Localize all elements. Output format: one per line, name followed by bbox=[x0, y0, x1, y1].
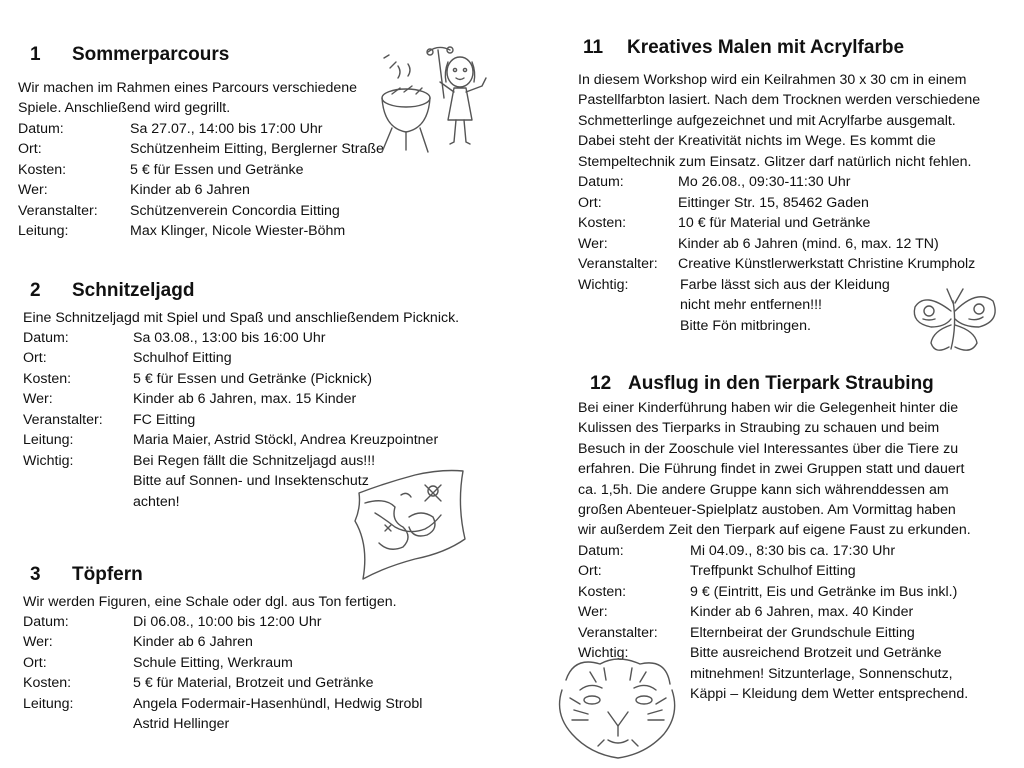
intro-line: Bei einer Kinderführung haben wir die Gelegenheit hinter die bbox=[578, 400, 959, 416]
detail-value: Schützenverein Concordia Eitting bbox=[130, 203, 340, 219]
detail-row bbox=[23, 632, 253, 652]
intro-line: Wir werden Figuren, eine Schale oder dgl. aus Ton fertigen. bbox=[23, 594, 397, 610]
detail-key: Ort: bbox=[18, 141, 42, 157]
detail-row bbox=[23, 389, 356, 409]
detail-key: Wer: bbox=[578, 604, 608, 620]
detail-row bbox=[18, 180, 250, 200]
detail-row bbox=[578, 193, 869, 213]
section-11-title: Kreatives Malen mit Acrylfarbe bbox=[627, 37, 905, 58]
detail-key: Kosten: bbox=[578, 215, 627, 231]
detail-value: Bei Regen fällt die Schnitzeljagd aus!!! bbox=[133, 453, 376, 469]
detail-row bbox=[578, 561, 856, 581]
detail-continuation: Bitte auf Sonnen- und Insektenschutz bbox=[133, 473, 369, 489]
detail-key: Veranstalter: bbox=[23, 412, 103, 428]
detail-key: Ort: bbox=[23, 655, 47, 671]
intro-line: Pastellfarbton lasiert. Nach dem Trocknen werden verschiedene bbox=[578, 92, 981, 109]
detail-key: Ort: bbox=[23, 350, 47, 366]
detail-row bbox=[578, 213, 870, 233]
detail-row bbox=[23, 369, 372, 389]
detail-key: Ort: bbox=[578, 563, 602, 579]
detail-key: Leitung: bbox=[23, 696, 74, 712]
detail-key: Wer: bbox=[23, 391, 53, 407]
detail-row bbox=[578, 234, 939, 254]
detail-continuation: Käppi – Kleidung dem Wetter entsprechend. bbox=[690, 686, 969, 702]
detail-key: Leitung: bbox=[18, 223, 69, 239]
detail-row bbox=[578, 254, 975, 274]
detail-value: Farbe lässt sich aus der Kleidung bbox=[680, 277, 890, 293]
intro-line: In diesem Workshop wird ein Keilrahmen 30 x 30 cm in einem bbox=[578, 72, 967, 88]
detail-value: Kinder ab 6 Jahren (mind. 6, max. 12 TN) bbox=[678, 236, 939, 252]
detail-value: Elternbeirat der Grundschule Eitting bbox=[690, 625, 915, 641]
detail-value: Kinder ab 6 Jahren, max. 15 Kinder bbox=[133, 391, 357, 407]
detail-value: Kinder ab 6 Jahren bbox=[133, 634, 253, 650]
detail-row bbox=[18, 119, 322, 139]
detail-value: Di 06.08., 10:00 bis 12:00 Uhr bbox=[133, 614, 322, 630]
detail-row bbox=[23, 348, 232, 368]
detail-row bbox=[18, 160, 304, 180]
detail-value: Creative Künstlerwerkstatt Christine Krumpholz bbox=[678, 256, 976, 272]
intro-line: Wir machen im Rahmen eines Parcours verschiedene bbox=[18, 80, 358, 96]
section-3-number: 3 bbox=[30, 564, 41, 585]
section-2-heading bbox=[30, 280, 194, 302]
detail-key: Ort: bbox=[578, 195, 602, 211]
detail-row bbox=[18, 139, 384, 159]
detail-value: 5 € für Material, Brotzeit und Getränke bbox=[133, 675, 374, 691]
section-12-title: Ausflug in den Tierpark Straubing bbox=[628, 373, 934, 394]
detail-key: Veranstalter: bbox=[578, 625, 658, 641]
detail-row bbox=[23, 451, 375, 471]
detail-key: Datum: bbox=[23, 614, 69, 630]
section-12-number: 12 bbox=[590, 373, 612, 394]
detail-key: Leitung: bbox=[23, 432, 74, 448]
detail-key: Wer: bbox=[18, 182, 48, 198]
detail-continuation: Bitte Fön mitbringen. bbox=[680, 318, 811, 334]
detail-continuation: achten! bbox=[133, 494, 180, 510]
section-1-heading bbox=[30, 44, 229, 66]
detail-value: 9 € (Eintritt, Eis und Getränke im Bus inkl.) bbox=[690, 584, 958, 600]
detail-row bbox=[23, 328, 325, 348]
section-3-heading bbox=[30, 564, 143, 586]
detail-value: Treffpunkt Schulhof Eitting bbox=[690, 563, 856, 579]
section-12-intro bbox=[578, 398, 971, 541]
treasure-map-sketch-icon bbox=[345, 455, 475, 585]
section-3-title: Töpfern bbox=[72, 564, 143, 585]
detail-value: Max Klinger, Nicole Wiester-Böhm bbox=[130, 223, 346, 239]
section-11-heading bbox=[583, 37, 904, 59]
detail-key: Kosten: bbox=[578, 584, 627, 600]
section-11-number: 11 bbox=[583, 37, 604, 58]
intro-line: Schmetterlinge aufgezeichnet und mit Acrylfarbe ausgemalt. bbox=[578, 112, 956, 129]
detail-key: Wichtig: bbox=[578, 277, 629, 293]
section-12-heading bbox=[590, 373, 934, 395]
detail-key: Kosten: bbox=[23, 675, 72, 691]
detail-row bbox=[578, 582, 957, 602]
detail-row bbox=[18, 221, 345, 241]
intro-line: Stempeltechnik zum Einsatz. Glitzer darf natürlich nicht fehlen. bbox=[578, 153, 972, 170]
detail-row bbox=[578, 623, 915, 643]
detail-value: FC Eitting bbox=[133, 412, 196, 428]
detail-value: Mo 26.08., 09:30-11:30 Uhr bbox=[678, 174, 851, 190]
detail-continuation: mitnehmen! Sitzunterlage, Sonnenschutz, bbox=[690, 666, 953, 682]
detail-value: Schulhof Eitting bbox=[133, 350, 232, 366]
detail-key: Veranstalter: bbox=[578, 256, 658, 272]
detail-value: Mi 04.09., 8:30 bis ca. 17:30 Uhr bbox=[690, 543, 896, 559]
section-11-intro bbox=[578, 70, 980, 172]
tiger-head-sketch-icon bbox=[550, 650, 686, 762]
detail-key: Kosten: bbox=[18, 162, 67, 178]
detail-value: Sa 27.07., 14:00 bis 17:00 Uhr bbox=[130, 121, 323, 137]
section-2-title: Schnitzeljagd bbox=[72, 280, 195, 301]
detail-key: Datum: bbox=[18, 121, 64, 137]
detail-row bbox=[23, 410, 195, 430]
intro-line: wir außerdem Zeit den Tierpark auf eigene Faust zu erkunden. bbox=[578, 522, 971, 539]
detail-row bbox=[23, 612, 322, 632]
detail-key: Veranstalter: bbox=[18, 203, 98, 219]
detail-value: 10 € für Material und Getränke bbox=[678, 215, 871, 231]
detail-value: 5 € für Essen und Getränke bbox=[130, 162, 304, 178]
intro-line: Dabei steht der Kreativität nichts im Wege. Es kommt die bbox=[578, 133, 936, 150]
detail-value: Maria Maier, Astrid Stöckl, Andrea Kreuzpointner bbox=[133, 432, 439, 448]
intro-line: Besuch in der Zooschule viel Interessantes über die Tiere zu bbox=[578, 440, 959, 457]
detail-value: Bitte ausreichend Brotzeit und Getränke bbox=[690, 645, 942, 661]
detail-value: 5 € für Essen und Getränke (Picknick) bbox=[133, 371, 372, 387]
detail-value: Kinder ab 6 Jahren, max. 40 Kinder bbox=[690, 604, 914, 620]
detail-row bbox=[23, 430, 438, 450]
butterfly-sketch-icon bbox=[905, 285, 1003, 361]
detail-key: Datum: bbox=[23, 330, 69, 346]
detail-row bbox=[23, 673, 374, 693]
detail-key: Datum: bbox=[578, 174, 624, 190]
grill-child-sketch-icon bbox=[370, 28, 502, 154]
intro-line: ca. 1,5h. Die andere Gruppe kann sich währenddessen am bbox=[578, 481, 949, 498]
section-2-intro bbox=[23, 308, 459, 328]
section-1-number: 1 bbox=[30, 44, 41, 65]
section-2-number: 2 bbox=[30, 280, 41, 301]
intro-line: großen Abenteuer-Spielplatz austoben. Am Vormittag haben bbox=[578, 502, 956, 519]
intro-line: Kulissen des Tierparks in Straubing zu schauen und beim bbox=[578, 420, 940, 437]
intro-line: Spiele. Anschließend wird gegrillt. bbox=[18, 100, 231, 117]
detail-value: Kinder ab 6 Jahren bbox=[130, 182, 250, 198]
section-1-title: Sommerparcours bbox=[72, 44, 230, 65]
section-1-intro bbox=[18, 78, 357, 119]
detail-row bbox=[23, 694, 422, 714]
detail-key: Wer: bbox=[23, 634, 53, 650]
detail-key: Datum: bbox=[578, 543, 624, 559]
detail-row bbox=[18, 201, 340, 221]
detail-key: Wichtig: bbox=[23, 453, 74, 469]
detail-row bbox=[578, 602, 913, 622]
detail-key: Wer: bbox=[578, 236, 608, 252]
detail-value: Schützenheim Eitting, Berglerner Straße bbox=[130, 141, 384, 157]
detail-value: Eittinger Str. 15, 85462 Gaden bbox=[678, 195, 869, 211]
detail-row bbox=[578, 172, 850, 192]
detail-value: Angela Fodermair-Hasenhündl, Hedwig Strobl bbox=[133, 696, 423, 712]
detail-row bbox=[578, 275, 890, 295]
section-3-intro bbox=[23, 592, 397, 612]
intro-line: erfahren. Die Führung findet in zwei Gruppen statt und dauert bbox=[578, 461, 965, 478]
intro-line: Eine Schnitzeljagd mit Spiel und Spaß und anschließendem Picknick. bbox=[23, 310, 460, 326]
detail-key: Wichtig: bbox=[578, 645, 629, 661]
detail-key: Kosten: bbox=[23, 371, 72, 387]
detail-value: Schule Eitting, Werkraum bbox=[133, 655, 293, 671]
detail-row bbox=[578, 541, 895, 561]
detail-continuation: Astrid Hellinger bbox=[133, 716, 230, 732]
detail-value: Sa 03.08., 13:00 bis 16:00 Uhr bbox=[133, 330, 326, 346]
detail-continuation: nicht mehr entfernen!!! bbox=[680, 297, 822, 313]
detail-row bbox=[23, 653, 293, 673]
